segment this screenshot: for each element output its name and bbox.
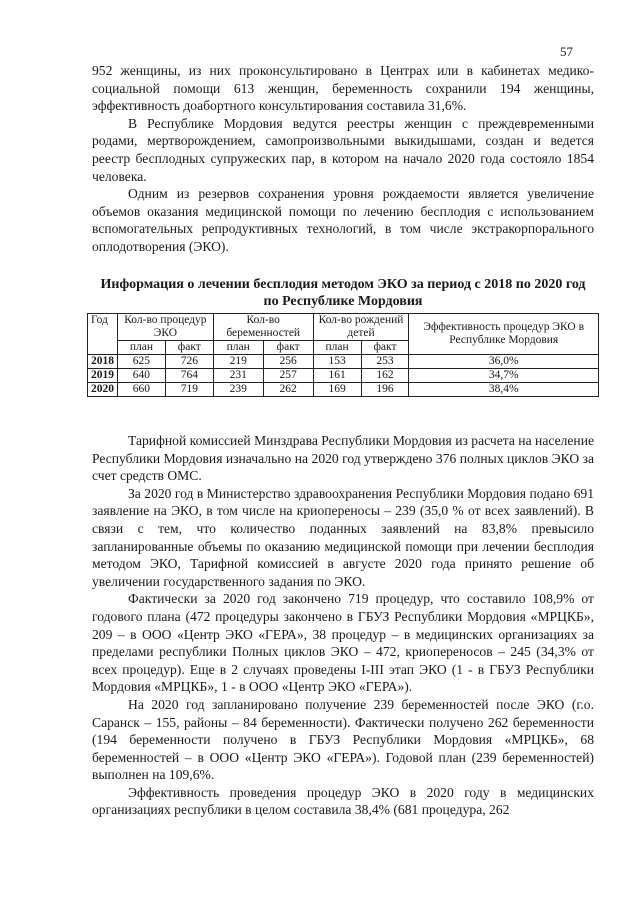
header-fact: факт xyxy=(263,341,313,355)
cell-proc-fact: 764 xyxy=(165,369,213,383)
cell-preg-plan: 231 xyxy=(213,369,263,383)
intro-text xyxy=(92,62,594,256)
header-plan: план xyxy=(313,341,361,355)
paragraph: Одним из резервов сохранения уровня рождаемости является увеличение объемов оказания медицинской помощи по лечению бесплодия с использованием вспомогательных репродуктивных технологий, в том числе экстракорпорального оплодотворения (ЭКО). xyxy=(92,186,594,254)
cell-proc-fact: 726 xyxy=(165,355,213,369)
cell-proc-plan: 660 xyxy=(117,383,165,397)
cell-preg-fact: 256 xyxy=(263,355,313,369)
cell-preg-fact: 262 xyxy=(263,383,313,397)
header-fact: факт xyxy=(165,341,213,355)
header-fact: факт xyxy=(361,341,409,355)
body-text xyxy=(92,432,594,819)
paragraph: В Республике Мордовия ведутся реестры женщин с преждевременными родами, мертворождением, самопроизвольными выкидышами, создан и ведется реестр бесплодных супружеских пар, в котором на начало 2020 года состояло 1854 человека. xyxy=(92,115,594,184)
cell-birth-plan: 161 xyxy=(313,369,361,383)
table-row xyxy=(88,355,599,369)
cell-efficiency: 38,4% xyxy=(409,383,599,397)
header-year: Год xyxy=(88,314,118,355)
paragraph: Тарифной комиссией Минздрава Республики Мордовия из расчета на население Республики Мордовия изначально на 2020 год утверждено 376 полных циклов ЭКО за счет средств ОМС. xyxy=(92,433,594,484)
paragraph: 952 женщины, из них проконсультировано в Центрах или в кабинетах медико-социальной помощи 613 женщин, беременность сохранили 194 женщины, эффективность доабортного консультирования составила 31,6%. xyxy=(92,63,594,114)
eco-table xyxy=(87,313,599,397)
cell-birth-fact: 196 xyxy=(361,383,409,397)
header-plan: план xyxy=(213,341,263,355)
table-row xyxy=(88,383,599,397)
cell-year: 2019 xyxy=(88,369,118,383)
paragraph: Фактически за 2020 год закончено 719 процедур, что составило 108,9% от годового плана (472 процедуры закончено в ГБУЗ Республики Мордовия «МРЦКБ», 209 – в ООО «Центр ЭКО «ГЕРА», 38 процедур – в медицинских организациях за пределами республики Полных циклов ЭКО – 472, криопереносов – 245 (34,3% от всех процедур). Еще в 2 случаях проведены I-III этап ЭКО (1 - в ГБУЗ Республики Мордовия «МРЦКБ», 1 - в ООО «Центр ЭКО «ГЕРА»). xyxy=(92,591,594,695)
cell-year: 2020 xyxy=(88,383,118,397)
header-plan: план xyxy=(117,341,165,355)
table-header-row xyxy=(88,314,599,341)
cell-proc-plan: 625 xyxy=(117,355,165,369)
paragraph: Эффективность проведения процедур ЭКО в 2020 году в медицинских организациях республики в целом составила 38,4% (681 процедура, 262 xyxy=(92,784,594,818)
header-births: Кол-во рождений детей xyxy=(313,314,409,341)
header-pregnancies: Кол-во беременностей xyxy=(213,314,313,341)
paragraph: За 2020 год в Министерство здравоохранения Республики Мордовия подано 691 заявление на ЭКО, в том числе на криопереносы – 239 (35,0 % от всех заявлений). В связи с тем, что количество поданных заявлений на 83,8% превысило запланированные объемы по оказанию медицинской помощи при лечении бесплодия методом ЭКО, Тарифной комиссией в августе 2020 года принято решение об увеличении государственного задания по ЭКО. xyxy=(92,485,594,589)
cell-efficiency: 34,7% xyxy=(409,369,599,383)
page-number: 57 xyxy=(560,44,573,59)
paragraph: На 2020 год запланировано получение 239 беременностей после ЭКО (г.о. Саранск – 155, районы – 84 беременности). Фактически получено 262 беременности (194 беременности получено в ГБУЗ Республики Мордовия «МРЦКБ», 68 беременностей – в ООО «Центр ЭКО «ГЕРА»). Годовой план (239 беременностей) выполнен на 109,6%. xyxy=(92,696,594,783)
cell-birth-fact: 253 xyxy=(361,355,409,369)
cell-proc-fact: 719 xyxy=(165,383,213,397)
cell-preg-plan: 219 xyxy=(213,355,263,369)
cell-preg-plan: 239 xyxy=(213,383,263,397)
cell-year: 2018 xyxy=(88,355,118,369)
cell-preg-fact: 257 xyxy=(263,369,313,383)
table-row xyxy=(88,369,599,383)
cell-proc-plan: 640 xyxy=(117,369,165,383)
table-caption: Информация о лечении бесплодия методом ЭКО за период с 2018 по 2020 год по Республике Мордовия xyxy=(100,277,586,309)
header-efficiency: Эффективность процедур ЭКО в Республике Мордовия xyxy=(409,314,599,355)
cell-birth-plan: 153 xyxy=(313,355,361,369)
cell-efficiency: 36,0% xyxy=(409,355,599,369)
cell-birth-fact: 162 xyxy=(361,369,409,383)
header-procedures: Кол-во процедур ЭКО xyxy=(117,314,213,341)
cell-birth-plan: 169 xyxy=(313,383,361,397)
